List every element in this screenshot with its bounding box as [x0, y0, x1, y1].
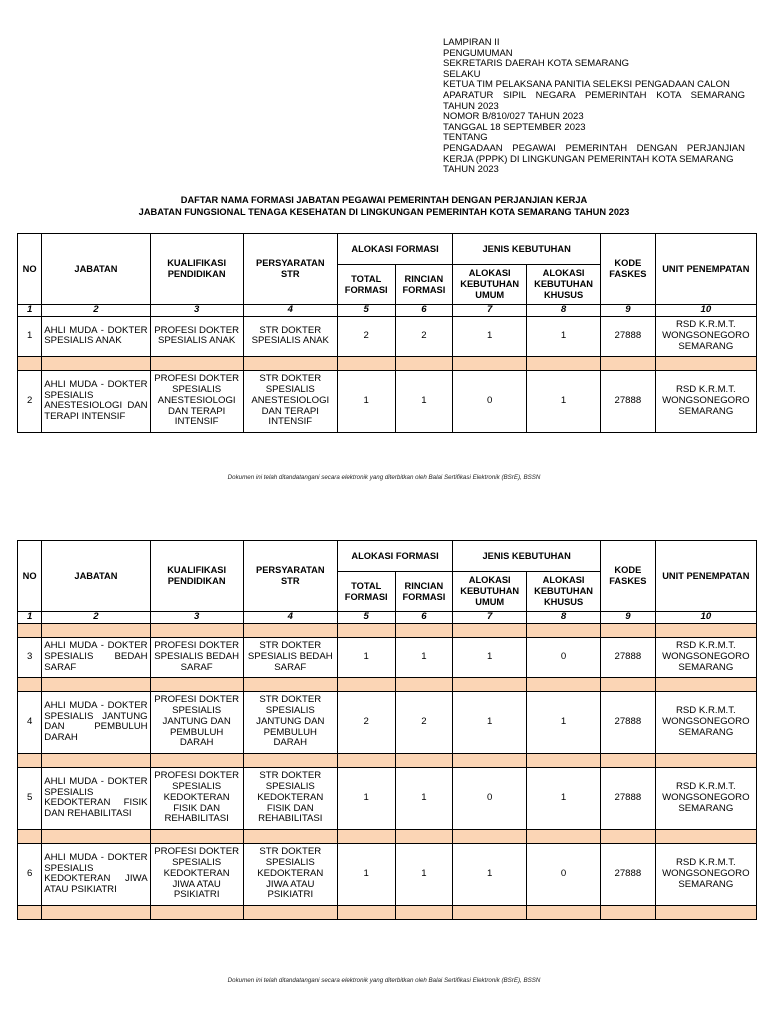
- cell-persyaratan: STR DOKTER SPESIALIS ANESTESIOLOGI DAN TERAPI INTENSIF: [243, 370, 337, 432]
- cell-no: 1: [18, 316, 42, 356]
- cell-khusus: 1: [527, 316, 601, 356]
- header-line: PENGADAAN PEGAWAI PEMERINTAH DENGAN PERJANJIAN: [443, 142, 745, 154]
- table-row: [18, 316, 757, 356]
- cell-khusus: 1: [527, 767, 601, 829]
- header-jenis-kebutuhan: JENIS KEBUTUHAN: [453, 234, 601, 265]
- cell-persyaratan: STR DOKTER SPESIALIS KEDOKTERAN JIWA ATAU PSIKIATRI: [243, 843, 337, 905]
- cell-umum: 1: [453, 316, 527, 356]
- cell-persyaratan: STR DOKTER SPESIALIS ANAK: [243, 316, 337, 356]
- header-persyaratan: PERSYARATAN STR: [243, 234, 337, 305]
- cell-kode: 27888: [601, 691, 656, 753]
- cell-rincian: 1: [395, 767, 453, 829]
- cell-unit: RSD K.R.M.T. WONGSONEGORO SEMARANG: [655, 637, 756, 677]
- cell-kualifikasi: PROFESI DOKTER SPESIALIS KEDOKTERAN FISIK DAN REHABILITASI: [150, 767, 243, 829]
- cell-total: 1: [337, 843, 395, 905]
- cell-persyaratan: STR DOKTER SPESIALIS BEDAH SARAF: [243, 637, 337, 677]
- column-number: 7: [453, 305, 527, 317]
- header-alokasi-formasi: ALOKASI FORMASI: [337, 541, 452, 572]
- header-line: TAHUN 2023: [443, 164, 499, 176]
- table-row: [18, 370, 757, 432]
- cell-kode: 27888: [601, 316, 656, 356]
- cell-kode: 27888: [601, 370, 656, 432]
- cell-khusus: 0: [527, 843, 601, 905]
- column-number: 8: [527, 305, 601, 317]
- cell-jabatan: AHLI MUDA - DOKTER SPESIALIS BEDAH SARAF: [42, 637, 150, 677]
- header-alokasi-umum: ALOKASI KEBUTUHAN UMUM: [453, 572, 527, 612]
- header-unit-penempatan: UNIT PENEMPATAN: [655, 541, 756, 612]
- signature-footer: Dokumen ini telah ditandatangani secara elektronik yang diterbitkan oleh Balai Sertifikasi Elektronik (BSrE), BSSN: [227, 474, 541, 481]
- header-line: TENTANG: [443, 132, 488, 144]
- cell-kode: 27888: [601, 843, 656, 905]
- header-unit-penempatan: UNIT PENEMPATAN: [655, 234, 756, 305]
- column-number: 2: [42, 612, 150, 624]
- cell-kode: 27888: [601, 767, 656, 829]
- column-number: 1: [18, 612, 42, 624]
- cell-rincian: 1: [395, 637, 453, 677]
- header-total-formasi: TOTAL FORMASI: [337, 265, 395, 305]
- cell-khusus: 0: [527, 637, 601, 677]
- cell-rincian: 2: [395, 316, 453, 356]
- cell-umum: 0: [453, 767, 527, 829]
- header-jabatan: JABATAN: [42, 234, 150, 305]
- column-number: 6: [395, 305, 453, 317]
- header-rincian-formasi: RINCIAN FORMASI: [395, 572, 453, 612]
- cell-no: 5: [18, 767, 42, 829]
- table-row: [18, 691, 757, 753]
- cell-total: 1: [337, 370, 395, 432]
- column-number: 2: [42, 305, 150, 317]
- header-alokasi-formasi: ALOKASI FORMASI: [337, 234, 452, 265]
- header-line: KERJA (PPPK) DI LINGKUNGAN PEMERINTAH KOTA SEMARANG: [443, 153, 734, 165]
- cell-umum: 1: [453, 843, 527, 905]
- document-title-line1: DAFTAR NAMA FORMASI JABATAN PEGAWAI PEMERINTAH DENGAN PERJANJIAN KERJA: [180, 195, 588, 205]
- header-line: TAHUN 2023: [443, 100, 499, 112]
- separator-row: [18, 905, 757, 919]
- column-number: 5: [337, 305, 395, 317]
- cell-jabatan: AHLI MUDA - DOKTER SPESIALIS KEDOKTERAN FISIK DAN REHABILITASI: [42, 767, 150, 829]
- signature-footer: Dokumen ini telah ditandatangani secara elektronik yang diterbitkan oleh Balai Sertifikasi Elektronik (BSrE), BSSN: [227, 977, 541, 984]
- cell-khusus: 1: [527, 691, 601, 753]
- header-jenis-kebutuhan: JENIS KEBUTUHAN: [453, 541, 601, 572]
- cell-unit: RSD K.R.M.T. WONGSONEGORO SEMARANG: [655, 691, 756, 753]
- header-line: LAMPIRAN II: [443, 37, 500, 48]
- column-number: 4: [243, 612, 337, 624]
- header-line: SELAKU: [443, 68, 481, 80]
- cell-jabatan: AHLI MUDA - DOKTER SPESIALIS KEDOKTERAN JIWA ATAU PSIKIATRI: [42, 843, 150, 905]
- cell-total: 2: [337, 316, 395, 356]
- cell-kualifikasi: PROFESI DOKTER SPESIALIS KEDOKTERAN JIWA ATAU PSIKIATRI: [150, 843, 243, 905]
- cell-jabatan: AHLI MUDA - DOKTER SPESIALIS ANAK: [42, 316, 150, 356]
- table-row: [18, 637, 757, 677]
- separator-row: [18, 829, 757, 843]
- header-jabatan: JABATAN: [42, 541, 150, 612]
- cell-kualifikasi: PROFESI DOKTER SPESIALIS ANESTESIOLOGI DAN TERAPI INTENSIF: [150, 370, 243, 432]
- header-persyaratan: PERSYARATAN STR: [243, 541, 337, 612]
- column-number: 5: [337, 612, 395, 624]
- column-number: 9: [601, 305, 656, 317]
- cell-no: 3: [18, 637, 42, 677]
- header-no: NO: [18, 541, 42, 612]
- formasi-table-page1: [17, 233, 757, 433]
- cell-no: 2: [18, 370, 42, 432]
- header-alokasi-khusus: ALOKASI KEBUTUHAN KHUSUS: [527, 265, 601, 305]
- header-kode-faskes: KODE FASKES: [601, 541, 656, 612]
- header-line: TANGGAL 18 SEPTEMBER 2023: [443, 121, 586, 133]
- header-line: KETUA TIM PELAKSANA PANITIA SELEKSI PENGADAAN CALON: [443, 79, 730, 91]
- cell-no: 6: [18, 843, 42, 905]
- cell-jabatan: AHLI MUDA - DOKTER SPESIALIS ANESTESIOLOGI DAN TERAPI INTENSIF: [42, 370, 150, 432]
- column-number: 6: [395, 612, 453, 624]
- cell-kode: 27888: [601, 637, 656, 677]
- cell-kualifikasi: PROFESI DOKTER SPESIALIS ANAK: [150, 316, 243, 356]
- cell-kualifikasi: PROFESI DOKTER SPESIALIS BEDAH SARAF: [150, 637, 243, 677]
- cell-unit: RSD K.R.M.T. WONGSONEGORO SEMARANG: [655, 316, 756, 356]
- header-kualifikasi: KUALIFIKASI PENDIDIKAN: [150, 234, 243, 305]
- header-alokasi-khusus: ALOKASI KEBUTUHAN KHUSUS: [527, 572, 601, 612]
- header-line: SEKRETARIS DAERAH KOTA SEMARANG: [443, 58, 629, 70]
- cell-unit: RSD K.R.M.T. WONGSONEGORO SEMARANG: [655, 767, 756, 829]
- cell-total: 1: [337, 637, 395, 677]
- cell-total: 2: [337, 691, 395, 753]
- column-number: 3: [150, 305, 243, 317]
- cell-persyaratan: STR DOKTER SPESIALIS KEDOKTERAN FISIK DAN REHABILITASI: [243, 767, 337, 829]
- separator-row: [18, 677, 757, 691]
- column-number: 10: [655, 305, 756, 317]
- header-kualifikasi: KUALIFIKASI PENDIDIKAN: [150, 541, 243, 612]
- cell-rincian: 2: [395, 691, 453, 753]
- cell-unit: RSD K.R.M.T. WONGSONEGORO SEMARANG: [655, 843, 756, 905]
- column-number: 4: [243, 305, 337, 317]
- separator-row: [18, 623, 757, 637]
- header-total-formasi: TOTAL FORMASI: [337, 572, 395, 612]
- header-line: NOMOR B/810/027 TAHUN 2023: [443, 111, 584, 123]
- cell-total: 1: [337, 767, 395, 829]
- column-number: 3: [150, 612, 243, 624]
- column-number: 1: [18, 305, 42, 317]
- header-kode-faskes: KODE FASKES: [601, 234, 656, 305]
- cell-rincian: 1: [395, 843, 453, 905]
- document-header: [443, 38, 745, 176]
- table-row: [18, 843, 757, 905]
- header-rincian-formasi: RINCIAN FORMASI: [395, 265, 453, 305]
- separator-row: [18, 753, 757, 767]
- cell-umum: 1: [453, 691, 527, 753]
- cell-persyaratan: STR DOKTER SPESIALIS JANTUNG DAN PEMBULUH DARAH: [243, 691, 337, 753]
- header-no: NO: [18, 234, 42, 305]
- header-line: APARATUR SIPIL NEGARA PEMERINTAH KOTA SEMARANG: [443, 89, 745, 101]
- cell-unit: RSD K.R.M.T. WONGSONEGORO SEMARANG: [655, 370, 756, 432]
- column-number: 9: [601, 612, 656, 624]
- cell-rincian: 1: [395, 370, 453, 432]
- cell-kualifikasi: PROFESI DOKTER SPESIALIS JANTUNG DAN PEMBULUH DARAH: [150, 691, 243, 753]
- header-alokasi-umum: ALOKASI KEBUTUHAN UMUM: [453, 265, 527, 305]
- column-number: 7: [453, 612, 527, 624]
- cell-khusus: 1: [527, 370, 601, 432]
- cell-jabatan: AHLI MUDA - DOKTER SPESIALIS JANTUNG DAN PEMBULUH DARAH: [42, 691, 150, 753]
- column-number: 10: [655, 612, 756, 624]
- column-number: 8: [527, 612, 601, 624]
- table-row: [18, 767, 757, 829]
- cell-umum: 0: [453, 370, 527, 432]
- separator-row: [18, 356, 757, 370]
- header-line: PENGUMUMAN: [443, 47, 513, 59]
- cell-umum: 1: [453, 637, 527, 677]
- formasi-table-page2: [17, 540, 757, 920]
- cell-no: 4: [18, 691, 42, 753]
- document-title-line2: JABATAN FUNGSIONAL TENAGA KESEHATAN DI LINGKUNGAN PEMERINTAH KOTA SEMARANG TAHUN 2023: [138, 207, 630, 217]
